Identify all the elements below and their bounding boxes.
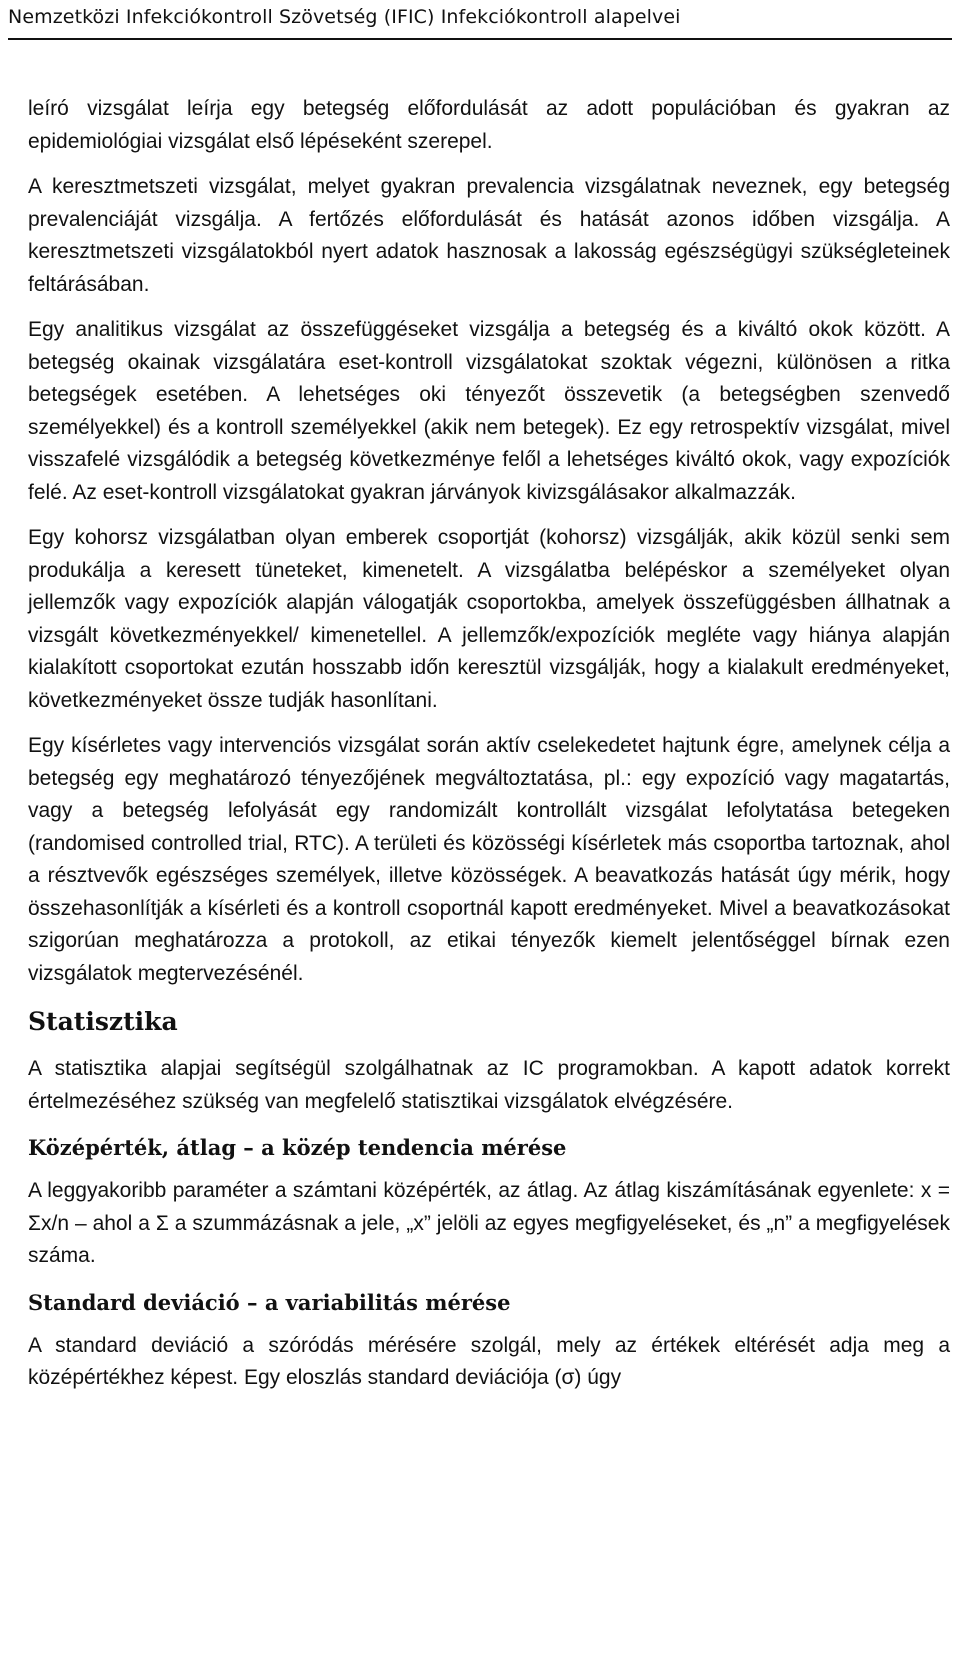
- paragraph-cohort-study: Egy kohorsz vizsgálatban olyan emberek csoportját (kohorsz) vizsgálják, akik közül senki sem produkálja a keresett tüneteket, kimenetelt. A vizsgálatba belépéskor a személyeket olyan jellemzők vagy expozíciók alapján válogatják csoportokba, amelyek összefüggésben állhatnak a vizsgált következményekkel/ kimenetellel. A jellemzők/expozíciók megléte vagy hiánya alapján kialakított csoportokat ezután hosszabb időn keresztül vizsgálják, hogy a kialakult eredményeket, következményeket össze tudják hasonlítani.: [28, 526, 950, 712]
- paragraph-experimental-study: Egy kísérletes vagy intervenciós vizsgálat során aktív cselekedetet hajtunk égre, amelynek célja a betegség egy meghatározó tényezőjének megváltoztatása, pl.: egy expozíció vagy magatartás, vagy a betegség lefolyását egy randomizált kontrollált vizsgálat lefolytatása betegeken (randomised controlled trial, RTC). A területi és közösségi kísérletek más csoportba tartoznak, ahol a résztvevők egészséges személyek, illetve közösségek. A beavatkozás hatását úgy mérik, hogy összehasonlítják a kísérleti és a kontroll csoportnál kapott eredményeket. Mivel a beavatkozásokat szigorúan meghatározza a protokoll, az etikai tényezők kiemelt jelentőséggel bírnak ezen vizsgálatok megtervezésénél.: [28, 734, 950, 985]
- paragraph-descriptive-study: leíró vizsgálat leírja egy betegség előfordulását az adott populációban és gyakran az epidemiológiai vizsgálat első lépéseként szerepel.: [28, 97, 950, 153]
- paragraph-cross-sectional-study: A keresztmetszeti vizsgálat, melyet gyakran prevalencia vizsgálatnak neveznek, egy betegség prevalenciáját vizsgálja. A fertőzés előfordulását és hatását azonos időben vizsgálja. A keresztmetszeti vizsgálatokból nyert adatok hasznosak a lakosság egészségügyi szükségleteinek feltárásában.: [28, 175, 950, 296]
- paragraph-standard-deviation: A standard deviáció a szóródás mérésére szolgál, mely az értékek eltérését adja meg a középértékhez képest. Egy eloszlás standard deviációja (σ) úgy: [28, 1333, 950, 1389]
- subheading-standard-deviation: Standard deviáció – a variabilitás mérése: [28, 1289, 511, 1315]
- header-divider: [8, 38, 952, 40]
- section-heading-statistics: Statisztika: [28, 1007, 178, 1036]
- paragraph-statistics-intro: A statisztika alapjai segítségül szolgálhatnak az IC programokban. A kapott adatok korrekt értelmezéséhez szükség van megfelelő statisztikai vizsgálatok elvégzésére.: [28, 1057, 950, 1113]
- page-header: [8, 4, 952, 40]
- running-header-title: Nemzetközi Infekciókontroll Szövetség (IFIC) Infekciókontroll alapelvei: [8, 6, 681, 28]
- paragraph-analytical-study: Egy analitikus vizsgálat az összefüggéseket vizsgálja a betegség és a kiváltó okok között. A betegség okainak vizsgálatára eset-kontroll vizsgálatokat szoktak végezni, különösen a ritka betegségek esetében. A lehetséges oki tényezőt összevetik (a betegségben szenvedő személyekkel) és a kontroll személyekkel (akik nem betegek). Ez egy retrospektív vizsgálat, mivel visszafelé vizsgálódik a betegség következménye felől a lehetséges kiváltó okok, vagy expozíciók felé. Az eset-kontroll vizsgálatokat gyakran járványok kivizsgálásakor alkalmazzák.: [28, 318, 950, 504]
- document-body: [28, 93, 950, 1408]
- subheading-mean: Középérték, átlag – a közép tendencia mérése: [28, 1135, 567, 1160]
- paragraph-mean: A leggyakoribb paraméter a számtani középérték, az átlag. Az átlag kiszámításának egyenlete: x = Σx/n – ahol a Σ a szummázásnak a jele, „x” jelöli az egyes megfigyeléseket, és „n” a megfigyelések száma.: [28, 1179, 950, 1267]
